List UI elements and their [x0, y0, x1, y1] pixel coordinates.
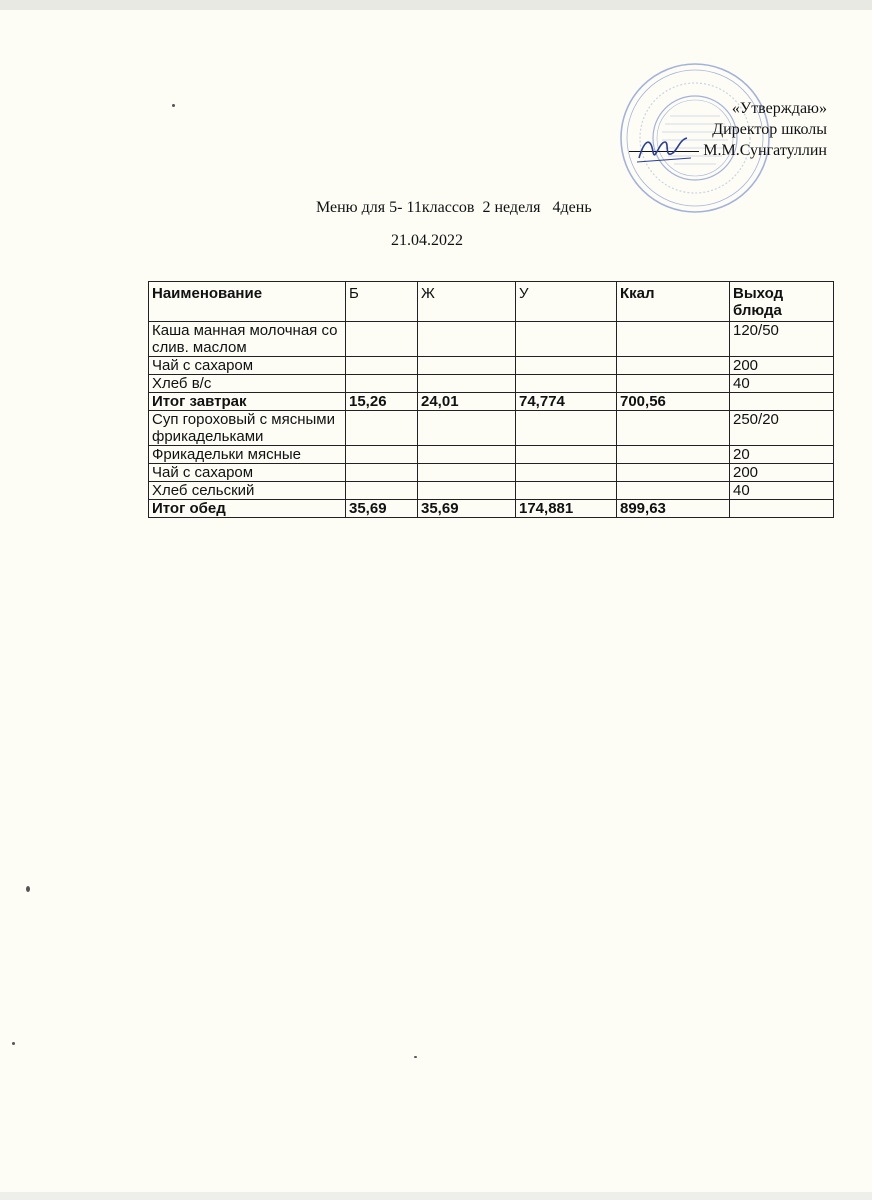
menu-date: 21.04.2022: [391, 232, 463, 249]
table-row: [149, 411, 834, 446]
cell-b: [346, 375, 418, 393]
header-fats: Ж: [418, 282, 516, 322]
cell-yield: 200: [730, 357, 834, 375]
approval-director-name: М.М.Сунгатуллин: [703, 142, 827, 159]
scan-speck: [414, 1056, 417, 1058]
cell-b: [346, 464, 418, 482]
table-row: [149, 357, 834, 375]
cell-zh: [418, 446, 516, 464]
cell-b: 15,26: [346, 393, 418, 411]
table-row-total-breakfast: [149, 393, 834, 411]
cell-yield: [730, 500, 834, 518]
cell-name: Итог обед: [149, 500, 346, 518]
cell-b: 35,69: [346, 500, 418, 518]
cell-kcal: [617, 446, 730, 464]
cell-kcal: 899,63: [617, 500, 730, 518]
table-header-row: [149, 282, 834, 322]
cell-u: [516, 482, 617, 500]
header-carbs: У: [516, 282, 617, 322]
cell-u: [516, 464, 617, 482]
header-kcal: Ккал: [617, 282, 730, 322]
cell-yield: 40: [730, 482, 834, 500]
cell-name: Фрикадельки мясные: [149, 446, 346, 464]
menu-table: [148, 281, 834, 518]
cell-yield: 40: [730, 375, 834, 393]
cell-yield: 250/20: [730, 411, 834, 446]
cell-zh: 35,69: [418, 500, 516, 518]
table-row: [149, 446, 834, 464]
table-row-total-lunch: [149, 500, 834, 518]
cell-name: Хлеб в/с: [149, 375, 346, 393]
scan-bottom-edge: [0, 1192, 872, 1200]
cell-b: [346, 446, 418, 464]
cell-u: 174,881: [516, 500, 617, 518]
cell-zh: [418, 357, 516, 375]
cell-u: 74,774: [516, 393, 617, 411]
cell-name: Чай с сахаром: [149, 357, 346, 375]
table-row: [149, 375, 834, 393]
header-name: Наименование: [149, 282, 346, 322]
cell-b: [346, 482, 418, 500]
scan-speck: [12, 1042, 15, 1045]
approval-heading: «Утверждаю»: [731, 100, 827, 117]
cell-kcal: [617, 322, 730, 357]
cell-yield: 120/50: [730, 322, 834, 357]
scan-speck: [26, 886, 30, 892]
cell-kcal: [617, 411, 730, 446]
scan-speck: [172, 104, 175, 107]
cell-u: [516, 357, 617, 375]
cell-name: Хлеб сельский: [149, 482, 346, 500]
cell-name: Каша манная молочная со слив. маслом: [149, 322, 346, 357]
cell-kcal: [617, 375, 730, 393]
table-row: [149, 464, 834, 482]
cell-u: [516, 375, 617, 393]
cell-kcal: [617, 357, 730, 375]
cell-zh: 24,01: [418, 393, 516, 411]
cell-zh: [418, 322, 516, 357]
cell-yield: [730, 393, 834, 411]
header-yield: Выход блюда: [730, 282, 834, 322]
header-proteins: Б: [346, 282, 418, 322]
cell-zh: [418, 375, 516, 393]
cell-zh: [418, 411, 516, 446]
scan-top-edge: [0, 0, 872, 10]
cell-kcal: [617, 464, 730, 482]
director-signature: [635, 128, 695, 168]
table-row: [149, 482, 834, 500]
cell-b: [346, 357, 418, 375]
cell-b: [346, 322, 418, 357]
cell-yield: 200: [730, 464, 834, 482]
cell-name: Итог завтрак: [149, 393, 346, 411]
cell-kcal: 700,56: [617, 393, 730, 411]
cell-u: [516, 446, 617, 464]
table-row: [149, 322, 834, 357]
cell-name: Чай с сахаром: [149, 464, 346, 482]
cell-b: [346, 411, 418, 446]
cell-u: [516, 411, 617, 446]
approval-position: Директор школы: [712, 121, 827, 138]
cell-name: Суп гороховый с мясными фрикадельками: [149, 411, 346, 446]
cell-zh: [418, 482, 516, 500]
cell-zh: [418, 464, 516, 482]
menu-title: Меню для 5- 11классов 2 неделя 4день: [316, 199, 592, 216]
cell-yield: 20: [730, 446, 834, 464]
cell-u: [516, 322, 617, 357]
cell-kcal: [617, 482, 730, 500]
